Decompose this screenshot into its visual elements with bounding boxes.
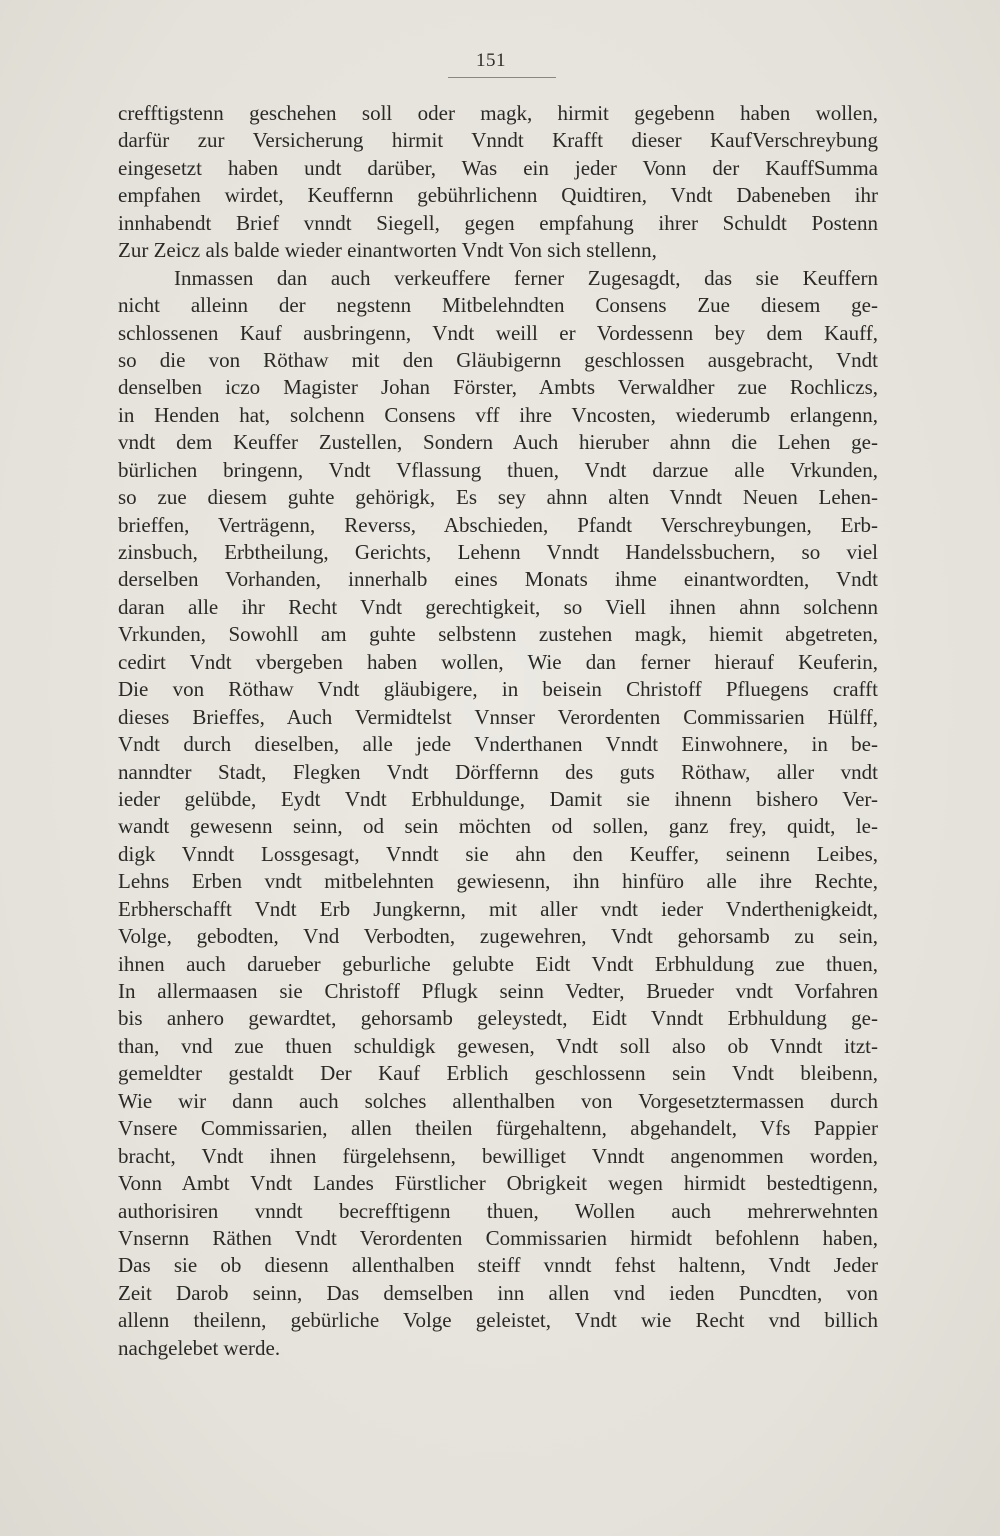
text-line: denselben iczo Magister Johan Förster, Ambts Verwaldher zue Rochliczs,: [118, 375, 878, 400]
text-line: derselben Vorhanden, innerhalb eines Monats ihme einantwordten, Vndt: [118, 567, 878, 592]
text-line: daran alle ihr Recht Vndt gerechtigkeit, so Viell ihnen ahnn solchenn: [118, 594, 878, 619]
text-line: in Henden hat, solchenn Consens vff ihre Vncosten, wiederumb erlangenn,: [118, 402, 878, 427]
text-line: schlossenen Kauf ausbringenn, Vndt weill er Vordessenn bey dem Kauff,: [118, 320, 878, 345]
text-line: so zue diesem guhte gehörigk, Es sey ahnn alten Vnndt Neuen Lehen-: [118, 485, 878, 510]
text-line: ihnen auch darueber geburliche gelubte Eidt Vndt Erbhuldung zue thuen,: [118, 951, 878, 976]
text-line: Lehns Erben vndt mitbelehnten gewiesenn, ihn hinfüro alle ihre Rechte,: [118, 869, 878, 894]
text-line: nachgelebet werde.: [118, 1335, 281, 1360]
text-line: Zur Zeicz als balde wieder einantworten Vndt Von sich stellenn,: [118, 238, 657, 263]
text-line: gemeldter gestaldt Der Kauf Erblich geschlossenn sein Vndt bleibenn,: [118, 1061, 878, 1086]
text-line: Vndt durch dieselben, alle jede Vnderthanen Vnndt Einwohnere, in be-: [118, 732, 878, 757]
text-line: Vnsernn Räthen Vndt Verordenten Commissarien hirmidt befohlenn haben,: [118, 1225, 878, 1250]
paragraph-start-line: Inmassen dan auch verkeuffere ferner Zugesagdt, das sie Keuffern: [174, 265, 878, 290]
text-line: innhabendt Brief vnndt Siegell, gegen empfahung ihrer Schuldt Postenn: [118, 210, 878, 235]
text-line: bis anhero gewardtet, gehorsamb geleystedt, Eidt Vnndt Erbhuldung ge-: [118, 1006, 878, 1031]
text-line: cedirt Vndt vbergeben haben wollen, Wie dan ferner hierauf Keuferin,: [118, 649, 878, 674]
text-line: zinsbuch, Erbtheilung, Gerichts, Lehenn Vnndt Handelssbuchern, so viel: [118, 540, 878, 564]
text-line: Zeit Darob seinn, Das demselben inn allen vnd ieden Puncdten, von: [118, 1280, 878, 1305]
text-line: crefftigstenn geschehen soll oder magk, hirmit gegebenn haben wollen,: [118, 101, 878, 125]
text-line: darfür zur Versicherung hirmit Vnndt Krafft dieser KaufVerschreybung: [118, 128, 878, 153]
text-line: wandt gewesenn seinn, od sein möchten od sollen, ganz frey, quidt, le-: [118, 814, 878, 839]
text-line: empfahen wirdet, Keuffernn gebührlichenn Quidtiren, Vndt Dabeneben ihr: [118, 183, 878, 208]
text-line: eingesetzt haben undt darüber, Was ein jeder Vonn der KauffSumma: [118, 155, 878, 180]
text-line: allenn theilenn, gebürliche Volge geleistet, Vndt wie Recht vnd billich: [118, 1308, 878, 1333]
text-line: bürlichen bringenn, Vndt Vflassung thuen, Vndt darzue alle Vrkunden,: [118, 457, 878, 482]
text-line: brieffen, Verträgenn, Reverss, Abschieden, Pfandt Verschreybungen, Erb-: [118, 512, 878, 537]
text-line: authorisiren vnndt becrefftigenn thuen, Wollen auch mehrerwehnten: [118, 1198, 878, 1223]
page-number-rule: [448, 77, 556, 78]
text-line: Vrkunden, Sowohll am guhte selbstenn zustehen magk, hiemit abgetreten,: [118, 622, 878, 647]
text-line: ieder gelübde, Eydt Vndt Erbhuldunge, Damit sie ihnenn bishero Ver-: [118, 786, 878, 811]
text-line: nanndter Stadt, Flegken Vndt Dörffernn des guts Röthaw, aller vndt: [118, 759, 878, 784]
text-line: Vnsere Commissarien, allen theilen fürgehaltenn, abgehandelt, Vfs Pappier: [118, 1116, 878, 1141]
text-line: than, vnd zue thuen schuldigk gewesen, Vndt soll also ob Vnndt itzt-: [118, 1033, 878, 1058]
text-line: Wie wir dann auch solches allenthalben von Vorgesetztermassen durch: [118, 1088, 878, 1113]
body-text: [118, 100, 878, 1362]
text-line: Vonn Ambt Vndt Landes Fürstlicher Obrigkeit wegen hirmidt bestedtigenn,: [118, 1171, 878, 1196]
text-line: bracht, Vndt ihnen fürgelehsenn, bewilliget Vnndt angenommen worden,: [118, 1143, 878, 1168]
text-line: Volge, gebodten, Vnd Verbodten, zugewehren, Vndt gehorsamb zu sein,: [118, 924, 878, 949]
text-line: Erbherschafft Vndt Erb Jungkernn, mit aller vndt ieder Vnderthenigkeidt,: [118, 896, 878, 921]
text-line: vndt dem Keuffer Zustellen, Sondern Auch hieruber ahnn die Lehen ge-: [118, 430, 878, 455]
page-number: 151: [476, 50, 506, 71]
text-line: digk Vnndt Lossgesagt, Vnndt sie ahn den Keuffer, seinenn Leibes,: [118, 841, 878, 866]
text-line: In allermaasen sie Christoff Pflugk seinn Vedter, Brueder vndt Vorfahren: [118, 979, 878, 1003]
text-line: so die von Röthaw mit den Gläubigernn geschlossen ausgebracht, Vndt: [118, 347, 878, 372]
text-line: Die von Röthaw Vndt gläubigere, in beisein Christoff Pfluegens crafft: [118, 677, 878, 702]
text-line: nicht alleinn der negstenn Mitbelehndten Consens Zue diesem ge-: [118, 293, 878, 318]
text-line: Das sie ob diesenn allenthalben steiff vnndt fehst haltenn, Vndt Jeder: [118, 1253, 878, 1278]
text-line: dieses Brieffes, Auch Vermidtelst Vnnser Verordenten Commissarien Hülff,: [118, 704, 878, 729]
